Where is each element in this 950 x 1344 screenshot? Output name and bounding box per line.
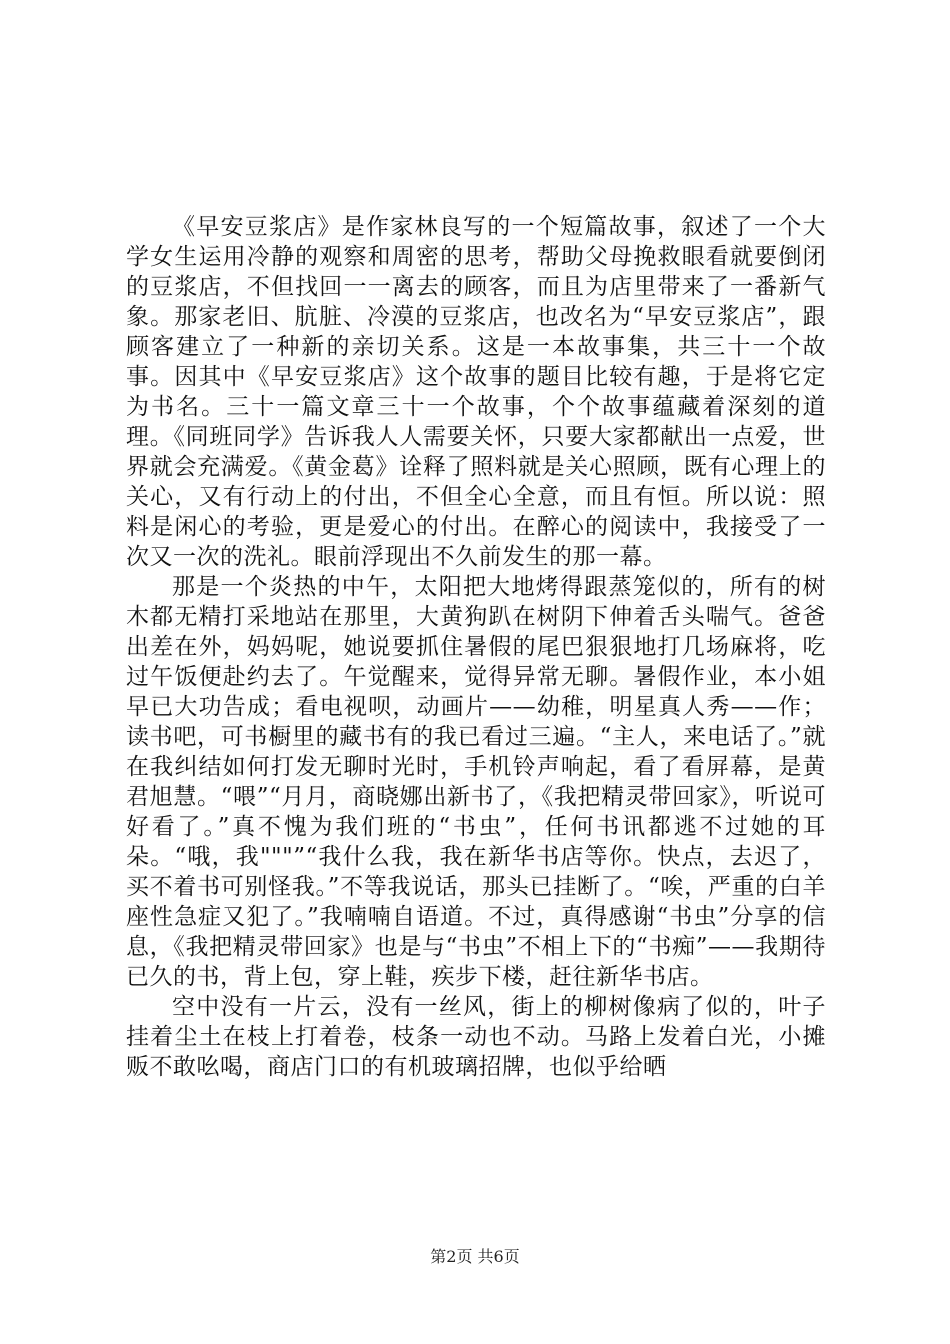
paragraph-1: 《早安豆浆店》是作家林良写的一个短篇故事，叙述了一个大学女生运用冷静的观察和周密的思考，帮助父母挽救眼看就要倒闭的豆浆店，不但找回一一离去的顾客，而且为店里带来了一番新气象。那家老旧、肮脏、冷漠的豆浆店，也改名为“早安豆浆店”，跟顾客建立了一种新的亲切关系。这是一本故事集，共三十一个故事。因其中《早安豆浆店》这个故事的题目比较有趣，于是将它定为书名。三十一篇文章三十一个故事，个个故事蕴藏着深刻的道理。《同班同学》告诉我人人需要关怀，只要大家都献出一点爱，世界就会充满爱。《黄金葛》诠释了照料就是关心照顾，既有心理上的关心，又有行动上的付出，不但全心全意，而且有恒。所以说：照料是闲心的考验，更是爱心的付出。在醉心的阅读中，我接受了一次又一次的洗礼。眼前浮现出不久前发生的那一幕。	[126, 214, 826, 570]
document-body	[126, 212, 826, 1082]
page-number-footer: 第2页 共6页	[430, 1247, 520, 1266]
paragraph-3: 空中没有一片云，没有一丝风，街上的柳树像病了似的，叶子挂着尘土在枝上打着卷，枝条一动也不动。马路上发着白光，小摊贩不敢吆喝，商店门口的有机玻璃招牌，也似乎给晒	[126, 994, 826, 1080]
paragraph-2: 那是一个炎热的中午，太阳把大地烤得跟蒸笼似的，所有的树木都无精打采地站在那里，大黄狗趴在树阴下伸着舌头喘气。爸爸出差在外，妈妈呢，她说要抓住暑假的尾巴狠狠地打几场麻将，吃过午饭便赴约去了。午觉醒来，觉得异常无聊。暑假作业，本小姐早已大功告成；看电视呗，动画片——幼稚，明星真人秀——作；读书吧，可书橱里的藏书有的我已看过三遍。“主人，来电话了。”就在我纠结如何打发无聊时光时，手机铃声响起，看了看屏幕，是黄君旭慧。“喂”“月月，商晓娜出新书了，《我把精灵带回家》，听说可好看了。”真不愧为我们班的“书虫”，任何书讯都逃不过她的耳朵。“哦，我"""”“我什么我，我在新华书店等你。快点，去迟了，买不着书可别怪我。”不等我说话，那头已挂断了。“唉，严重的白羊座性急症又犯了。”我喃喃自语道。不过，真得感谢“书虫”分享的信息，《我把精灵带回家》也是与“书虫”不相上下的“书痴”——我期待已久的书，背上包，穿上鞋，疾步下楼，赶往新华书店。	[126, 574, 826, 990]
